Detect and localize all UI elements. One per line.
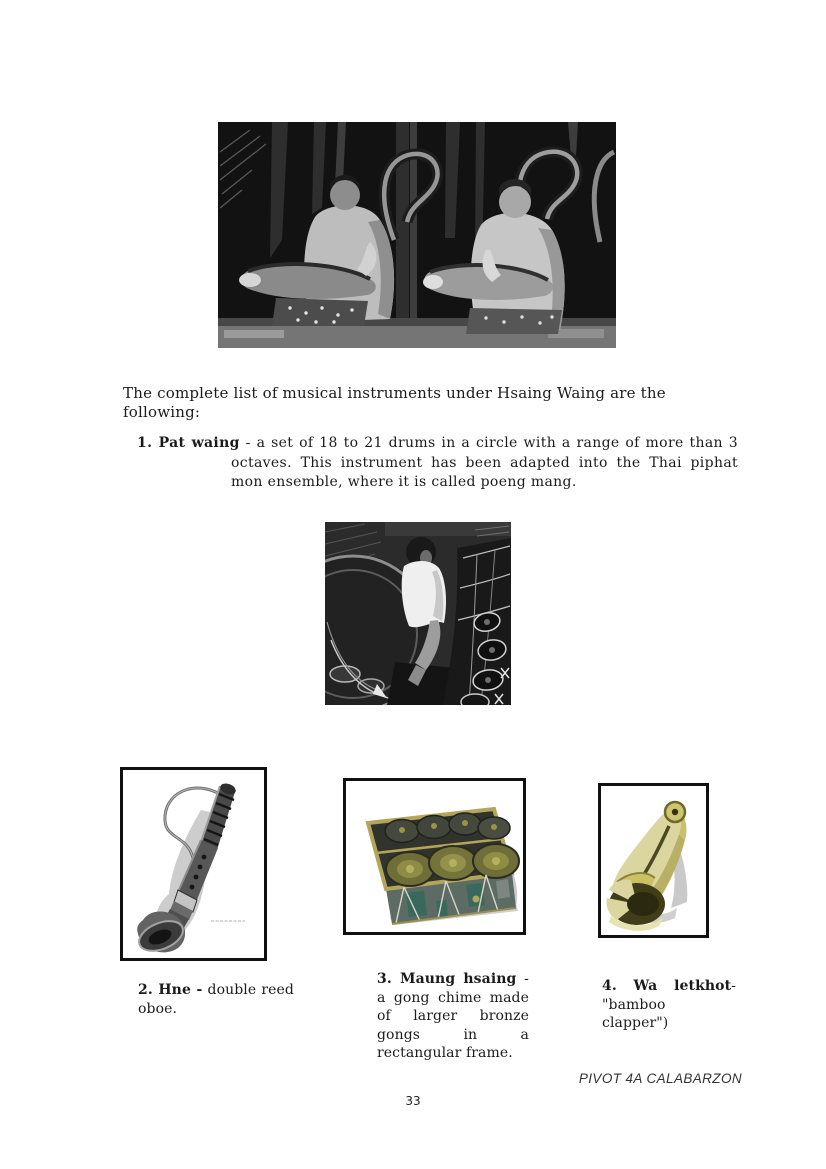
intro-paragraph: The complete list of musical instruments under Hsaing Waing are the following: xyxy=(123,384,666,421)
footer-text: PIVOT 4A CALABARZON xyxy=(578,1071,742,1086)
page-number: 33 xyxy=(405,1094,421,1108)
saung-harp-duet-illustration xyxy=(218,122,616,348)
list-item-pat-waing xyxy=(137,434,738,493)
caption-hne xyxy=(138,981,294,1018)
pat-waing-text: - a set of 18 to 21 drums in a circle with a range of more than 3 octaves. This instrument has been adapted into the Thai piphat mon ensemble, where it is called poeng mang. xyxy=(231,435,738,491)
caption-wa-letkhot xyxy=(602,977,736,1033)
wa-letkhot-framed-photo xyxy=(598,783,709,938)
hne-illustration xyxy=(123,770,264,958)
pat-waing-label: 1. Pat waing xyxy=(137,435,240,451)
maung-hsaing-framed-photo xyxy=(343,778,526,935)
maung-hsaing-label: 3. Maung hsaing xyxy=(377,971,517,987)
caption-maung-hsaing xyxy=(377,970,529,1063)
wa-letkhot-text: - "bamboo clapper") xyxy=(602,978,736,1032)
pat-waing-photo xyxy=(325,522,511,705)
saung-duet-photo xyxy=(218,122,616,348)
hne-text: double reed oboe. xyxy=(138,982,294,1017)
maung-hsaing-illustration xyxy=(346,781,523,932)
hne-framed-photo xyxy=(120,767,267,961)
pat-waing-illustration xyxy=(325,522,511,705)
maung-hsaing-text: - a gong chime made of larger bronze gongs in a rectangular frame. xyxy=(377,971,529,1062)
wa-letkhot-label: 4. Wa letkhot xyxy=(602,978,732,994)
hne-label: 2. Hne - xyxy=(138,982,203,998)
wa-letkhot-illustration xyxy=(601,786,706,935)
